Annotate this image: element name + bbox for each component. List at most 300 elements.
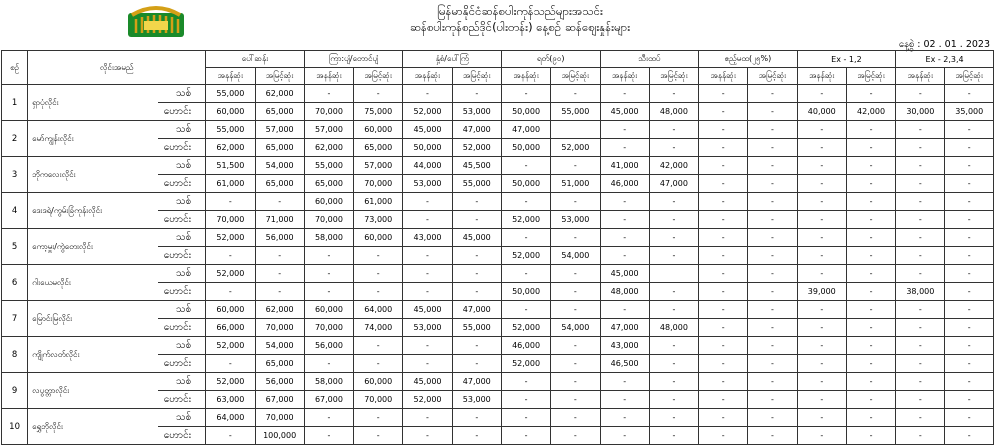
- price-cell: 46,000: [501, 337, 550, 355]
- price-cell: -: [945, 229, 994, 247]
- price-cell: -: [748, 301, 797, 319]
- price-cell: -: [748, 337, 797, 355]
- group-header: ကြာ:ပျံ/တောင်ပျံ: [304, 51, 403, 68]
- price-cell: -: [846, 85, 895, 103]
- row-number: 3: [2, 157, 28, 193]
- lowest-price-header: အနန်ဆုံး: [403, 68, 452, 85]
- line-name: မော်ကျွန်းလိုင်း: [28, 121, 159, 157]
- price-cell: 48,000: [649, 319, 698, 337]
- price-cell: 52,000: [206, 265, 255, 283]
- kind-new-label: သစ်: [158, 265, 205, 283]
- price-cell: -: [452, 85, 501, 103]
- price-cell: 67,000: [255, 391, 304, 409]
- price-cell: -: [945, 283, 994, 301]
- price-cell: [551, 121, 600, 139]
- lowest-price-header: အနန်ဆုံး: [797, 68, 846, 85]
- price-cell: -: [206, 247, 255, 265]
- price-cell: -: [255, 193, 304, 211]
- price-cell: -: [600, 193, 649, 211]
- price-cell: -: [846, 337, 895, 355]
- price-cell: -: [846, 157, 895, 175]
- price-cell: -: [551, 355, 600, 373]
- table-row: [2, 409, 994, 427]
- price-cell: -: [748, 373, 797, 391]
- price-cell: -: [551, 409, 600, 427]
- price-cell: 56,000: [255, 373, 304, 391]
- price-cell: 48,000: [600, 283, 649, 301]
- price-cell: -: [600, 427, 649, 445]
- price-cell: -: [649, 139, 698, 157]
- price-cell: -: [649, 85, 698, 103]
- price-cell: 60,000: [206, 301, 255, 319]
- price-cell: -: [354, 265, 403, 283]
- price-cell: -: [846, 247, 895, 265]
- price-cell: -: [600, 121, 649, 139]
- price-cell: 60,000: [206, 103, 255, 121]
- kind-old-label: ဟောင်း: [158, 427, 205, 445]
- price-cell: 53,000: [403, 175, 452, 193]
- price-cell: -: [748, 211, 797, 229]
- price-cell: 65,000: [304, 175, 353, 193]
- price-cell: 53,000: [452, 103, 501, 121]
- highest-price-header: အမြင့်ဆုံး: [649, 68, 698, 85]
- price-cell: -: [896, 193, 945, 211]
- price-cell: -: [748, 265, 797, 283]
- price-cell: -: [945, 211, 994, 229]
- price-cell: 74,000: [354, 319, 403, 337]
- line-header: လိုင်းအမည်: [28, 51, 206, 85]
- price-cell: -: [748, 427, 797, 445]
- kind-old-label: ဟောင်း: [158, 103, 205, 121]
- price-cell: -: [748, 139, 797, 157]
- price-cell: 47,000: [501, 121, 550, 139]
- price-cell: -: [551, 193, 600, 211]
- price-cell: -: [403, 355, 452, 373]
- kind-old-label: ဟောင်း: [158, 247, 205, 265]
- row-number: 7: [2, 301, 28, 337]
- price-cell: -: [846, 283, 895, 301]
- price-cell: -: [896, 337, 945, 355]
- group-header: Ex - 1,2: [797, 51, 896, 68]
- price-cell: -: [501, 193, 550, 211]
- price-cell: -: [797, 355, 846, 373]
- row-number: 9: [2, 373, 28, 409]
- price-cell: -: [699, 337, 748, 355]
- price-cell: -: [797, 301, 846, 319]
- price-cell: -: [896, 229, 945, 247]
- price-cell: 45,500: [452, 157, 501, 175]
- price-cell: 55,000: [206, 121, 255, 139]
- highest-price-header: အမြင့်ဆုံး: [255, 68, 304, 85]
- price-cell: 52,000: [206, 373, 255, 391]
- price-cell: -: [846, 229, 895, 247]
- price-cell: -: [945, 139, 994, 157]
- price-cell: -: [896, 211, 945, 229]
- price-cell: 52,000: [501, 319, 550, 337]
- price-cell: -: [748, 85, 797, 103]
- price-cell: -: [797, 391, 846, 409]
- price-cell: 61,000: [206, 175, 255, 193]
- group-header: နှံ့စံ/ပေါ်ကြံ: [403, 51, 502, 68]
- price-cell: -: [649, 229, 698, 247]
- price-cell: 53,000: [452, 391, 501, 409]
- price-cell: -: [945, 121, 994, 139]
- price-cell: 50,000: [403, 139, 452, 157]
- price-cell: 70,000: [354, 391, 403, 409]
- price-cell: 70,000: [304, 103, 353, 121]
- price-cell: -: [945, 175, 994, 193]
- line-name: ဂါးယေမလိုင်း: [28, 265, 159, 301]
- price-cell: 45,000: [403, 373, 452, 391]
- price-cell: -: [846, 409, 895, 427]
- price-cell: 62,000: [255, 85, 304, 103]
- highest-price-header: အမြင့်ဆုံး: [354, 68, 403, 85]
- price-cell: -: [551, 265, 600, 283]
- kind-new-label: သစ်: [158, 121, 205, 139]
- price-cell: -: [649, 121, 698, 139]
- price-cell: -: [649, 337, 698, 355]
- price-cell: 65,000: [354, 139, 403, 157]
- price-cell: -: [452, 265, 501, 283]
- price-cell: 40,000: [797, 103, 846, 121]
- price-cell: 56,000: [304, 337, 353, 355]
- price-cell: -: [797, 247, 846, 265]
- kind-old-label: ဟောင်း: [158, 283, 205, 301]
- price-cell: 54,000: [551, 319, 600, 337]
- price-cell: -: [206, 355, 255, 373]
- price-cell: -: [699, 391, 748, 409]
- price-cell: -: [699, 427, 748, 445]
- price-cell: -: [452, 193, 501, 211]
- price-cell: -: [354, 337, 403, 355]
- price-cell: -: [403, 409, 452, 427]
- price-cell: 52,000: [403, 391, 452, 409]
- price-cell: -: [846, 175, 895, 193]
- price-cell: -: [649, 427, 698, 445]
- price-cell: -: [255, 283, 304, 301]
- price-cell: -: [797, 319, 846, 337]
- price-cell: -: [748, 409, 797, 427]
- price-cell: 60,000: [354, 373, 403, 391]
- price-cell: -: [649, 391, 698, 409]
- price-cell: -: [797, 229, 846, 247]
- price-cell: -: [206, 193, 255, 211]
- price-cell: -: [699, 265, 748, 283]
- kind-new-label: သစ်: [158, 229, 205, 247]
- price-cell: -: [797, 139, 846, 157]
- price-cell: 52,000: [501, 247, 550, 265]
- price-cell: -: [551, 85, 600, 103]
- price-cell: -: [403, 193, 452, 211]
- price-cell: -: [354, 355, 403, 373]
- price-cell: -: [501, 157, 550, 175]
- group-header: ပေါ်ဆန်း: [206, 51, 305, 68]
- price-cell: -: [846, 301, 895, 319]
- table-row: [2, 85, 994, 103]
- price-table-body: [2, 85, 994, 445]
- price-cell: 42,000: [846, 103, 895, 121]
- price-cell: 45,000: [403, 301, 452, 319]
- highest-price-header: အမြင့်ဆုံး: [748, 68, 797, 85]
- price-cell: -: [896, 265, 945, 283]
- price-cell: -: [354, 283, 403, 301]
- price-cell: 70,000: [354, 175, 403, 193]
- price-cell: -: [452, 211, 501, 229]
- report-title: မြန်မာနိုင်ငံဆန်စပါးကုန်သည်များအသင်း: [437, 4, 603, 18]
- kind-old-label: ဟောင်း: [158, 211, 205, 229]
- kind-new-label: သစ်: [158, 409, 205, 427]
- price-cell: 70,000: [304, 211, 353, 229]
- lowest-price-header: အနန်ဆုံး: [206, 68, 255, 85]
- price-cell: -: [452, 427, 501, 445]
- price-cell: 55,000: [452, 319, 501, 337]
- price-cell: 60,000: [304, 301, 353, 319]
- price-cell: -: [896, 85, 945, 103]
- line-name: ဒေးဒရဲ/ကွမ်းခြံကုန်းလိုင်း: [28, 193, 159, 229]
- price-cell: -: [649, 283, 698, 301]
- price-cell: 44,000: [403, 157, 452, 175]
- price-cell: -: [501, 409, 550, 427]
- price-cell: -: [649, 247, 698, 265]
- price-cell: -: [551, 301, 600, 319]
- price-cell: 51,000: [551, 175, 600, 193]
- price-cell: -: [452, 337, 501, 355]
- line-name: မြောင်းမြလိုင်း: [28, 301, 159, 337]
- price-cell: -: [699, 175, 748, 193]
- price-cell: 46,500: [600, 355, 649, 373]
- price-cell: 41,000: [600, 157, 649, 175]
- price-cell: -: [699, 157, 748, 175]
- price-cell: -: [896, 427, 945, 445]
- price-cell: -: [551, 427, 600, 445]
- price-cell: -: [748, 229, 797, 247]
- price-cell: 60,000: [304, 193, 353, 211]
- price-cell: -: [206, 427, 255, 445]
- price-cell: 54,000: [255, 157, 304, 175]
- price-cell: -: [649, 211, 698, 229]
- price-cell: -: [403, 247, 452, 265]
- price-cell: -: [896, 247, 945, 265]
- price-cell: -: [797, 409, 846, 427]
- highest-price-header: အမြင့်ဆုံး: [945, 68, 994, 85]
- price-cell: -: [748, 355, 797, 373]
- price-cell: -: [945, 247, 994, 265]
- price-cell: -: [649, 193, 698, 211]
- price-cell: -: [600, 211, 649, 229]
- price-cell: -: [797, 337, 846, 355]
- price-cell: -: [797, 193, 846, 211]
- price-cell: -: [896, 355, 945, 373]
- price-cell: 52,000: [501, 355, 550, 373]
- price-cell: 73,000: [354, 211, 403, 229]
- table-row: [2, 373, 994, 391]
- lowest-price-header: အနန်ဆုံး: [699, 68, 748, 85]
- price-cell: 70,000: [255, 409, 304, 427]
- price-cell: -: [501, 265, 550, 283]
- price-cell: -: [945, 157, 994, 175]
- price-cell: -: [945, 337, 994, 355]
- price-cell: 62,000: [255, 301, 304, 319]
- price-cell: 55,000: [206, 85, 255, 103]
- price-cell: -: [846, 427, 895, 445]
- row-number: 4: [2, 193, 28, 229]
- price-cell: -: [600, 373, 649, 391]
- highest-price-header: အမြင့်ဆုံး: [551, 68, 600, 85]
- price-cell: 45,000: [403, 121, 452, 139]
- price-cell: -: [551, 337, 600, 355]
- price-cell: -: [748, 319, 797, 337]
- price-cell: 38,000: [896, 283, 945, 301]
- association-logo-icon: [126, 3, 186, 38]
- price-cell: -: [354, 427, 403, 445]
- kind-new-label: သစ်: [158, 193, 205, 211]
- price-cell: -: [797, 211, 846, 229]
- price-cell: -: [403, 265, 452, 283]
- kind-new-label: သစ်: [158, 373, 205, 391]
- price-cell: -: [600, 229, 649, 247]
- price-cell: 55,000: [551, 103, 600, 121]
- price-cell: -: [452, 247, 501, 265]
- price-cell: -: [255, 247, 304, 265]
- price-cell: 65,000: [255, 175, 304, 193]
- price-cell: -: [699, 193, 748, 211]
- price-cell: -: [846, 391, 895, 409]
- price-cell: -: [304, 409, 353, 427]
- price-cell: -: [748, 103, 797, 121]
- price-cell: -: [452, 409, 501, 427]
- lowest-price-header: အနန်ဆုံး: [304, 68, 353, 85]
- line-name: ကော့မှူး/ကွဲတေးလိုင်း: [28, 229, 159, 265]
- price-cell: 70,000: [206, 211, 255, 229]
- price-cell: -: [945, 427, 994, 445]
- table-row: [2, 157, 994, 175]
- group-header: ဧည့်မထ(၂၅%): [699, 51, 798, 68]
- price-cell: -: [699, 319, 748, 337]
- lowest-price-header: အနန်ဆုံး: [600, 68, 649, 85]
- price-cell: 47,000: [649, 175, 698, 193]
- price-cell: 70,000: [304, 319, 353, 337]
- price-cell: -: [304, 427, 353, 445]
- price-cell: -: [699, 103, 748, 121]
- price-cell: -: [600, 139, 649, 157]
- price-cell: -: [797, 373, 846, 391]
- kind-new-label: သစ်: [158, 337, 205, 355]
- price-cell: 47,000: [452, 301, 501, 319]
- price-cell: -: [896, 319, 945, 337]
- lowest-price-header: အနန်ဆုံး: [896, 68, 945, 85]
- price-cell: -: [748, 247, 797, 265]
- kind-new-label: သစ်: [158, 157, 205, 175]
- price-cell: 66,000: [206, 319, 255, 337]
- price-cell: 51,500: [206, 157, 255, 175]
- line-name: ရှာပုံလိုင်း: [28, 85, 159, 121]
- report-subtitle: ဆန်စပါးကုန်စည်ဒိုင်(ပါးတန်း) နေ့စဉ် ဆန်ဈေးနှုန်းများ: [409, 20, 631, 34]
- price-cell: 43,000: [600, 337, 649, 355]
- price-cell: -: [699, 229, 748, 247]
- price-cell: -: [748, 157, 797, 175]
- price-cell: -: [699, 409, 748, 427]
- price-cell: 53,000: [403, 319, 452, 337]
- price-cell: 55,000: [452, 175, 501, 193]
- kind-old-label: ဟောင်း: [158, 175, 205, 193]
- price-cell: 45,000: [600, 103, 649, 121]
- price-cell: 43,000: [403, 229, 452, 247]
- price-cell: 50,000: [501, 283, 550, 301]
- price-cell: 63,000: [206, 391, 255, 409]
- price-cell: -: [649, 373, 698, 391]
- price-cell: -: [501, 391, 550, 409]
- price-cell: 52,000: [206, 229, 255, 247]
- price-cell: 60,000: [354, 229, 403, 247]
- price-cell: 52,000: [501, 211, 550, 229]
- price-cell: 75,000: [354, 103, 403, 121]
- price-cell: 56,000: [255, 229, 304, 247]
- group-header: သီးထပ်: [600, 51, 699, 68]
- price-cell: 50,000: [501, 103, 550, 121]
- price-cell: -: [649, 301, 698, 319]
- price-cell: -: [945, 301, 994, 319]
- price-cell: -: [945, 373, 994, 391]
- price-cell: -: [551, 283, 600, 301]
- price-cell: -: [797, 85, 846, 103]
- price-cell: 35,000: [945, 103, 994, 121]
- price-cell: -: [304, 283, 353, 301]
- price-cell: 42,000: [649, 157, 698, 175]
- price-cell: -: [699, 121, 748, 139]
- table-row: [2, 121, 994, 139]
- price-cell: 57,000: [255, 121, 304, 139]
- row-number: 5: [2, 229, 28, 265]
- price-cell: 45,000: [600, 265, 649, 283]
- price-cell: -: [945, 319, 994, 337]
- price-cell: 57,000: [354, 157, 403, 175]
- price-cell: -: [896, 301, 945, 319]
- date-label: နေ့စွဲ: [898, 39, 915, 50]
- kind-old-label: ဟောင်း: [158, 139, 205, 157]
- row-number: 10: [2, 409, 28, 445]
- price-cell: -: [501, 301, 550, 319]
- price-cell: -: [403, 337, 452, 355]
- highest-price-header: အမြင့်ဆုံး: [846, 68, 895, 85]
- table-row: [2, 337, 994, 355]
- price-cell: 58,000: [304, 229, 353, 247]
- price-cell: -: [452, 355, 501, 373]
- price-cell: 39,000: [797, 283, 846, 301]
- price-cell: -: [255, 265, 304, 283]
- price-cell: 52,000: [452, 139, 501, 157]
- price-cell: -: [797, 121, 846, 139]
- price-cell: 65,000: [255, 139, 304, 157]
- price-cell: -: [945, 193, 994, 211]
- line-name: ရွှေဘိုလိုင်း: [28, 409, 159, 445]
- price-cell: 100,000: [255, 427, 304, 445]
- price-cell: 65,000: [255, 355, 304, 373]
- group-header: Ex - 2,3,4: [896, 51, 994, 68]
- price-cell: -: [600, 391, 649, 409]
- price-cell: [649, 265, 698, 283]
- price-cell: -: [699, 283, 748, 301]
- price-cell: 30,000: [896, 103, 945, 121]
- table-row: [2, 193, 994, 211]
- price-cell: -: [846, 139, 895, 157]
- price-cell: -: [699, 301, 748, 319]
- table-row: [2, 265, 994, 283]
- price-cell: 45,000: [452, 229, 501, 247]
- price-cell: -: [600, 247, 649, 265]
- kind-new-label: သစ်: [158, 85, 205, 103]
- price-cell: 62,000: [206, 139, 255, 157]
- price-cell: 53,000: [551, 211, 600, 229]
